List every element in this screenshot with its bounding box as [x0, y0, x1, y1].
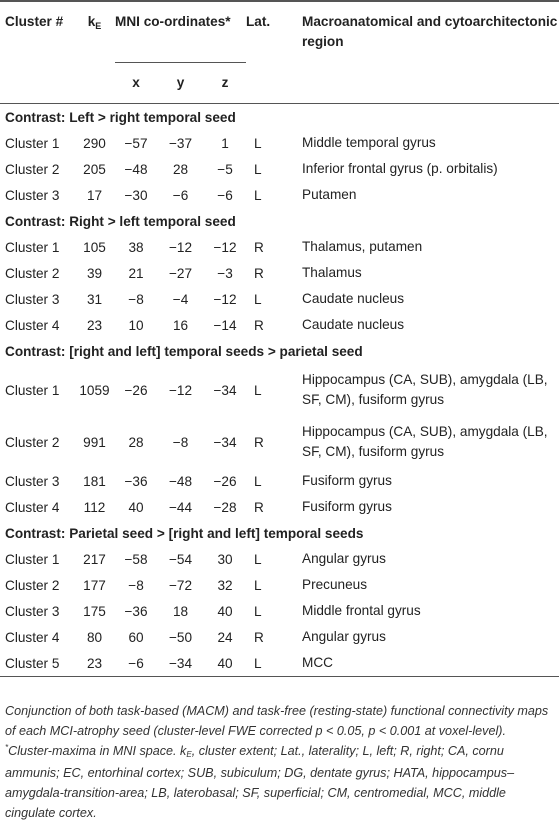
cell-cluster: Cluster 1 — [5, 135, 60, 151]
cell-x: −58 — [124, 551, 148, 567]
cell-z: −28 — [213, 499, 237, 515]
cell-y: −50 — [168, 629, 193, 645]
cell-z: 30 — [217, 551, 233, 567]
cell-lat: L — [254, 291, 262, 307]
cell-region: Hippocampus (CA, SUB), amygdala (LB, SF, CM), fusiform gyrus — [302, 372, 548, 407]
cell-y: −48 — [168, 473, 193, 489]
cell-z: −5 — [217, 161, 233, 177]
cell-x: 10 — [128, 317, 144, 333]
header-x: x — [132, 75, 140, 90]
header-lat: Lat. — [246, 14, 271, 29]
table-row — [0, 598, 559, 624]
cell-z: −12 — [213, 239, 237, 255]
header-region: Macroanatomical and cytoarchitectonic region — [302, 14, 558, 49]
cell-y: 18 — [172, 603, 189, 619]
cell-k: 31 — [86, 291, 103, 307]
cell-cluster: Cluster 4 — [5, 499, 60, 515]
section-header — [0, 208, 559, 234]
cell-x: −26 — [124, 382, 148, 398]
cell-region: Middle temporal gyrus — [302, 135, 436, 150]
cell-region: Putamen — [302, 187, 357, 202]
cell-z: 1 — [221, 135, 229, 151]
cell-z: 24 — [217, 629, 233, 645]
cell-region: Precuneus — [302, 577, 367, 592]
cell-x: 38 — [128, 239, 144, 255]
cell-cluster: Cluster 2 — [5, 434, 60, 450]
cell-y: 16 — [172, 317, 189, 333]
cell-cluster: Cluster 2 — [5, 161, 60, 177]
section-title: Contrast: Left > right temporal seed — [5, 109, 236, 125]
header-row — [0, 2, 559, 63]
cell-k: 1059 — [79, 382, 110, 398]
cell-region: Fusiform gyrus — [302, 473, 392, 488]
cell-lat: R — [254, 629, 264, 645]
cell-x: −57 — [124, 135, 148, 151]
cell-k: 991 — [83, 434, 106, 450]
cell-z: −3 — [217, 265, 233, 281]
cell-k: 112 — [83, 499, 106, 515]
cell-z: 40 — [217, 603, 233, 619]
cell-region: Angular gyrus — [302, 551, 386, 566]
cell-z: −34 — [213, 382, 237, 398]
footnote-sup: * — [5, 743, 9, 752]
section-header — [0, 104, 559, 130]
section-header — [0, 338, 559, 364]
table-row — [0, 130, 559, 156]
cell-region: Thalamus, putamen — [302, 239, 423, 254]
table-row — [0, 624, 559, 650]
cell-y: 28 — [172, 161, 189, 177]
table-row — [0, 286, 559, 312]
cell-k: 105 — [83, 239, 106, 255]
cell-y: −4 — [172, 291, 189, 307]
cell-cluster: Cluster 4 — [5, 629, 60, 645]
cell-z: −26 — [213, 473, 237, 489]
cell-lat: L — [254, 577, 262, 593]
header-k-sub: E — [95, 21, 102, 31]
cell-cluster: Cluster 2 — [5, 577, 60, 593]
table-row — [0, 156, 559, 182]
footnote-part2: Cluster-maxima in MNI space. k — [8, 744, 187, 758]
cell-k: 217 — [83, 551, 106, 567]
cell-z: −6 — [217, 187, 233, 203]
cell-lat: R — [254, 499, 264, 515]
cell-y: −34 — [168, 655, 193, 671]
header-cluster: Cluster # — [5, 14, 64, 29]
table-footnote — [5, 701, 555, 823]
cell-k: 17 — [86, 187, 103, 203]
cell-x: 60 — [128, 629, 144, 645]
header-k — [74, 2, 115, 63]
cell-k: 23 — [86, 655, 103, 671]
cell-y: −6 — [172, 187, 189, 203]
cell-cluster: Cluster 1 — [5, 551, 60, 567]
cell-y: −72 — [168, 577, 193, 593]
cell-x: −36 — [124, 603, 148, 619]
cell-cluster: Cluster 3 — [5, 603, 60, 619]
section-title: Contrast: [right and left] temporal seeds > parietal seed — [5, 343, 363, 359]
cell-region: Caudate nucleus — [302, 317, 405, 332]
table-row — [0, 234, 559, 260]
cell-x: −36 — [124, 473, 148, 489]
cell-z: 40 — [217, 655, 233, 671]
cell-x: −48 — [124, 161, 148, 177]
cell-z: −34 — [213, 434, 237, 450]
cell-region: MCC — [302, 655, 333, 670]
cell-x: −30 — [124, 187, 148, 203]
table-row — [0, 364, 559, 416]
table-row — [0, 182, 559, 208]
cell-z: 32 — [217, 577, 233, 593]
cell-k: 23 — [86, 317, 103, 333]
cell-cluster: Cluster 1 — [5, 239, 60, 255]
cell-region: Inferior frontal gyrus (p. orbitalis) — [302, 161, 498, 176]
table-row — [0, 468, 559, 494]
section-title: Contrast: Right > left temporal seed — [5, 213, 236, 229]
cell-cluster: Cluster 3 — [5, 291, 60, 307]
cell-lat: L — [254, 187, 262, 203]
cell-cluster: Cluster 4 — [5, 317, 60, 333]
cell-lat: R — [254, 265, 264, 281]
cell-k: 177 — [83, 577, 106, 593]
cell-k: 80 — [86, 629, 103, 645]
footnote-part3: , cluster extent; Lat., laterality; L, left; R, right; CA, cornu ammunis; EC, entorhinal cortex; SUB, subiculum; DG, dentate gyrus; HATA, hippocampus–amygdala-transition-area; LB, laterobasal; SF, superficial; CM, centromedial, MCC, middle cingulate cortex. — [5, 744, 515, 820]
cell-x: −8 — [128, 291, 144, 307]
cell-lat: R — [254, 317, 264, 333]
cell-region: Angular gyrus — [302, 629, 386, 644]
cell-y: −27 — [168, 265, 193, 281]
cell-y: −44 — [168, 499, 193, 515]
cell-region: Middle frontal gyrus — [302, 603, 421, 618]
cell-region: Hippocampus (CA, SUB), amygdala (LB, SF, CM), fusiform gyrus — [302, 424, 548, 459]
footnote-sub: E — [186, 750, 192, 759]
cell-y: −12 — [168, 239, 193, 255]
table-row — [0, 650, 559, 677]
cell-z: −14 — [213, 317, 237, 333]
cell-x: 21 — [128, 265, 144, 281]
bottom-rule — [0, 677, 559, 678]
cell-region: Thalamus — [302, 265, 362, 280]
cell-y: −12 — [168, 382, 193, 398]
table-row — [0, 416, 559, 468]
section-header — [0, 520, 559, 546]
cell-region: Caudate nucleus — [302, 291, 405, 306]
cell-x: −8 — [128, 577, 144, 593]
header-k-main: k — [87, 14, 96, 29]
section-title: Contrast: Parietal seed > [right and left] temporal seeds — [5, 525, 364, 541]
cell-k: 290 — [83, 135, 106, 151]
cell-lat: R — [254, 434, 264, 450]
footnote-part1: Conjunction of both task-based (MACM) and task-free (resting-state) functional connectivity maps of each MCI-atrophy seed (cluster-level FWE corrected p < 0.05, p < 0.001 at voxel-level). — [5, 704, 549, 738]
cell-k: 205 — [83, 161, 106, 177]
cell-lat: L — [254, 655, 262, 671]
cell-y: −54 — [168, 551, 193, 567]
cell-y: −37 — [168, 135, 193, 151]
table-row — [0, 572, 559, 598]
cell-lat: L — [254, 135, 262, 151]
cell-lat: L — [254, 161, 262, 177]
table-row — [0, 312, 559, 338]
header-subrow — [0, 63, 559, 104]
header-mni — [115, 2, 246, 63]
table-row — [0, 260, 559, 286]
cell-x: −6 — [128, 655, 144, 671]
table-row — [0, 546, 559, 572]
header-mni-label: MNI co-ordinates* — [115, 14, 231, 29]
cell-x: 28 — [128, 434, 144, 450]
cell-k: 39 — [86, 265, 103, 281]
cell-k: 175 — [83, 603, 106, 619]
cell-cluster: Cluster 5 — [5, 655, 60, 671]
cell-k: 181 — [83, 473, 106, 489]
table-row — [0, 494, 559, 520]
cell-region: Fusiform gyrus — [302, 499, 392, 514]
cell-y: −8 — [172, 434, 189, 450]
cell-cluster: Cluster 1 — [5, 382, 60, 398]
cell-x: 40 — [128, 499, 144, 515]
cell-lat: L — [254, 603, 262, 619]
cell-cluster: Cluster 2 — [5, 265, 60, 281]
cell-lat: L — [254, 551, 262, 567]
cell-z: −12 — [213, 291, 237, 307]
cell-lat: L — [254, 382, 262, 398]
cell-lat: R — [254, 239, 264, 255]
header-z: z — [221, 75, 229, 90]
cell-cluster: Cluster 3 — [5, 473, 60, 489]
cell-cluster: Cluster 3 — [5, 187, 60, 203]
header-y: y — [176, 75, 185, 90]
cell-lat: L — [254, 473, 262, 489]
